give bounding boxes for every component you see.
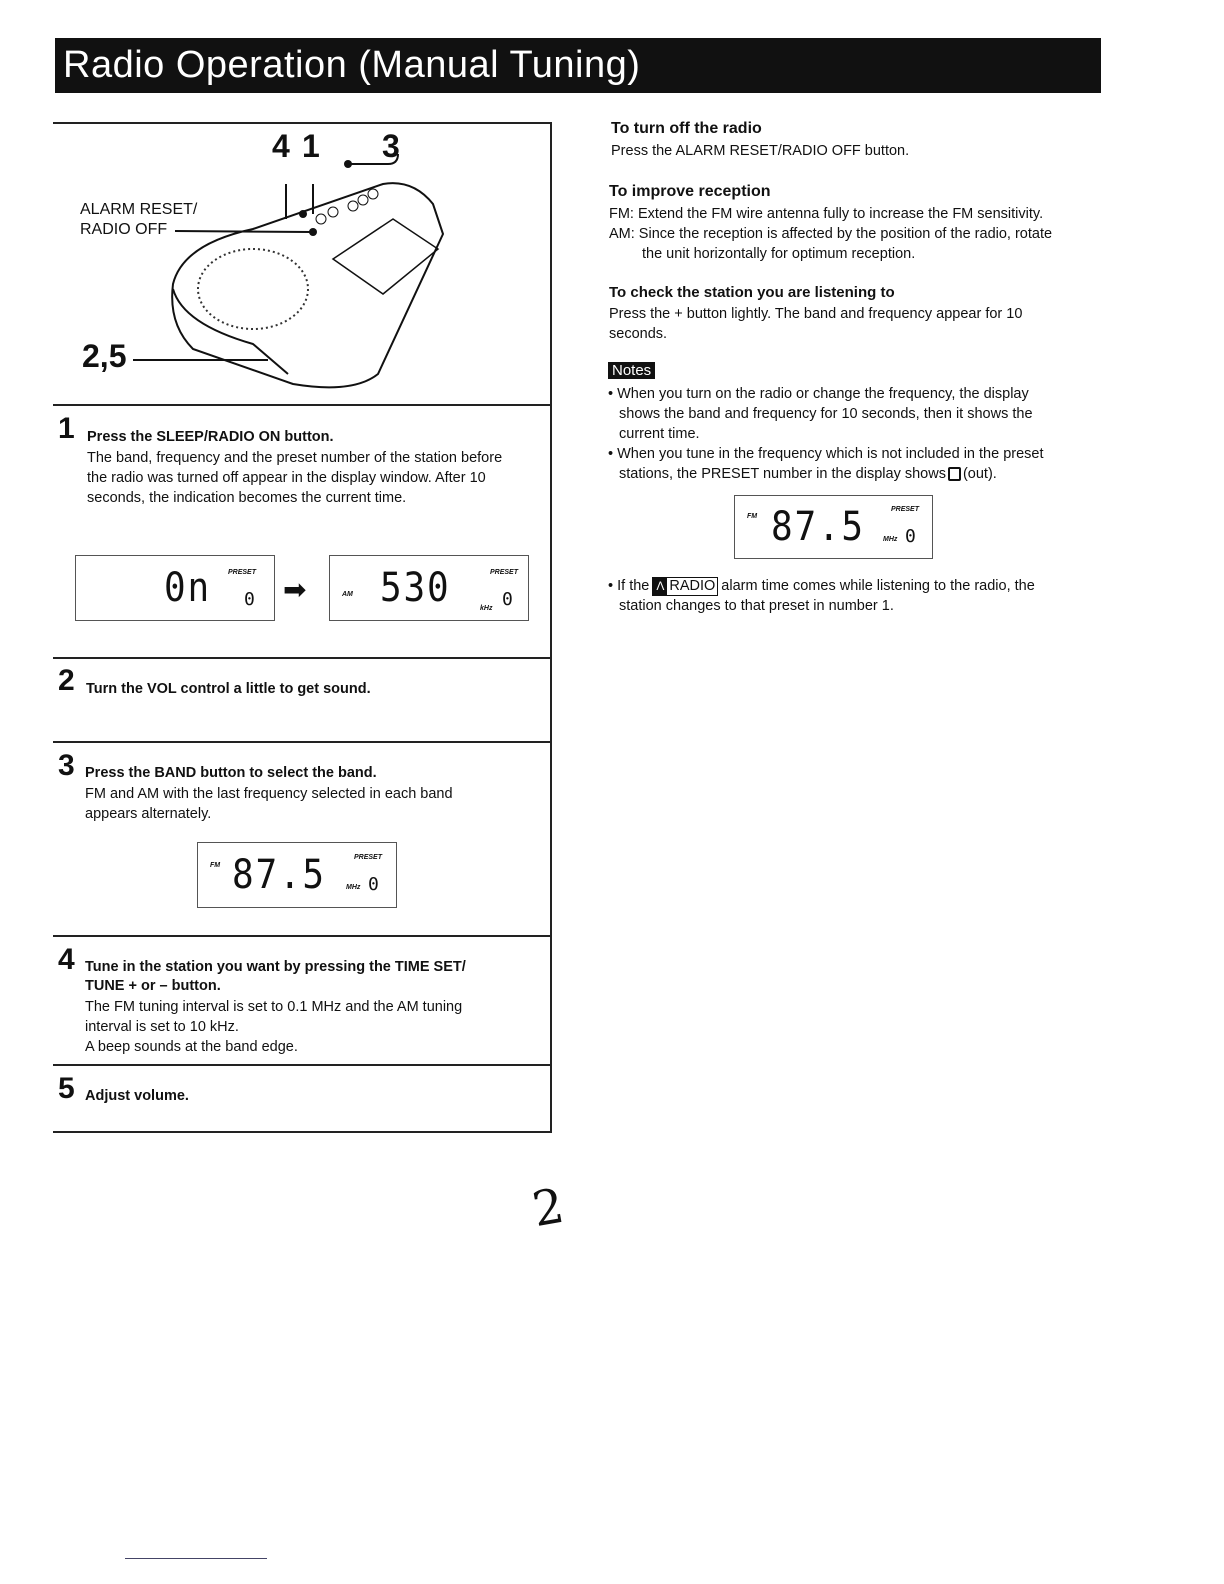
section-heading: To turn off the radio: [611, 120, 762, 137]
step-text: The FM tuning interval is set to 0.1 MHz and the AM tuning: [85, 999, 463, 1015]
step-text: The band, frequency and the preset number of the station before: [87, 450, 503, 466]
lcd-digits: 87.5: [771, 504, 865, 550]
step-heading: TUNE + or – button.: [85, 978, 221, 994]
arrow-right-icon: ➡: [283, 574, 307, 605]
note-text: station changes to that preset in number 1.: [619, 598, 894, 614]
preset-label: PRESET: [354, 854, 383, 861]
step-text: A beep sounds at the band edge.: [85, 1039, 298, 1055]
unit-label: MHz: [883, 536, 898, 543]
note-text-part: alarm time comes while listening to the radio, the: [721, 578, 1035, 594]
note-text-part: (out).: [962, 466, 997, 482]
step-heading: Press the SLEEP/RADIO ON button.: [87, 429, 334, 445]
preset-number: 0: [905, 526, 916, 547]
unit-label: kHz: [480, 605, 493, 612]
handwritten-page-number: 2: [528, 1177, 569, 1239]
divider: [53, 404, 552, 406]
lcd-display-fm: [197, 842, 397, 908]
band-label: AM: [342, 591, 353, 598]
preset-label: PRESET: [891, 506, 920, 513]
callout-1: 1: [302, 128, 320, 164]
divider: [53, 1131, 552, 1133]
step-text: FM and AM with the last frequency selected in each band: [85, 786, 453, 802]
page-title: Radio Operation (Manual Tuning): [63, 44, 641, 86]
step-text: seconds, the indication becomes the current time.: [87, 490, 407, 506]
radio-off-label: RADIO OFF: [80, 221, 168, 238]
out-segment-icon: [948, 467, 961, 481]
note-text: • When you tune in the frequency which is not included in the preset: [608, 446, 1044, 462]
preset-label: PRESET: [228, 569, 257, 576]
section-text: Press the ALARM RESET/RADIO OFF button.: [611, 143, 910, 159]
section-text: Press the + button lightly. The band and frequency appear for 10: [609, 306, 1023, 322]
lcd-digits: 0n: [164, 565, 211, 611]
step-number: 4: [58, 943, 75, 976]
note-text: • When you turn on the radio or change the frequency, the display: [608, 386, 1029, 402]
step-number: 2: [58, 664, 75, 697]
preset-number: 0: [368, 874, 379, 895]
callout-3: 3: [382, 128, 400, 164]
title-bar: [55, 38, 1101, 93]
radio-illustration: [53, 124, 550, 402]
step-heading: Adjust volume.: [85, 1088, 189, 1104]
preset-label: PRESET: [490, 569, 519, 576]
section-text: seconds.: [609, 326, 668, 342]
step-number: 5: [58, 1072, 75, 1105]
section-text: the unit horizontally for optimum reception.: [642, 246, 916, 262]
unit-label: MHz: [346, 884, 361, 891]
section-heading: To improve reception: [609, 183, 771, 200]
alarm-icon: Λ: [653, 578, 667, 595]
lcd-display-on: [75, 555, 275, 621]
section-heading: To check the station you are listening to: [609, 284, 895, 301]
preset-number: 0: [502, 589, 513, 610]
note-text: [619, 464, 997, 484]
lcd-display-fm-note: [734, 495, 933, 559]
band-label: FM: [747, 513, 758, 520]
note-text-part: stations, the PRESET number in the display shows: [619, 466, 946, 482]
note-text-part: • If the: [608, 578, 650, 594]
radio-alarm-badge: [652, 577, 718, 596]
footer-line: [125, 1558, 267, 1559]
divider: [53, 657, 552, 659]
lcd-digits: 530: [380, 565, 451, 611]
step-heading: Press the BAND button to select the band.: [85, 765, 377, 781]
callout-4: 4: [272, 128, 290, 164]
step-heading: Turn the VOL control a little to get sound.: [86, 681, 371, 697]
alarm-reset-label: ALARM RESET/: [80, 201, 198, 218]
note-text: current time.: [619, 426, 700, 442]
badge-label: RADIO: [669, 578, 716, 594]
divider: [53, 741, 552, 743]
note-text: [608, 576, 1035, 596]
section-text: AM: Since the reception is affected by the position of the radio, rotate: [609, 226, 1053, 242]
step-text: the radio was turned off appear in the display window. After 10: [87, 470, 486, 486]
step-text: appears alternately.: [85, 806, 212, 822]
divider: [550, 122, 552, 1132]
band-label: FM: [210, 862, 221, 869]
lcd-display-am: [329, 555, 529, 621]
note-text: shows the band and frequency for 10 seconds, then it shows the: [619, 406, 1033, 422]
notes-label: Notes: [608, 362, 655, 379]
lcd-digits: 87.5: [232, 852, 326, 898]
divider: [53, 935, 552, 937]
divider: [53, 1064, 552, 1066]
step-number: 3: [58, 749, 75, 782]
callout-2-5: 2,5: [82, 338, 127, 374]
preset-number: 0: [244, 589, 255, 610]
step-number: 1: [58, 412, 75, 445]
step-heading: Tune in the station you want by pressing the TIME SET/: [85, 959, 466, 975]
section-text: FM: Extend the FM wire antenna fully to increase the FM sensitivity.: [609, 206, 1044, 222]
step-text: interval is set to 10 kHz.: [85, 1019, 239, 1035]
